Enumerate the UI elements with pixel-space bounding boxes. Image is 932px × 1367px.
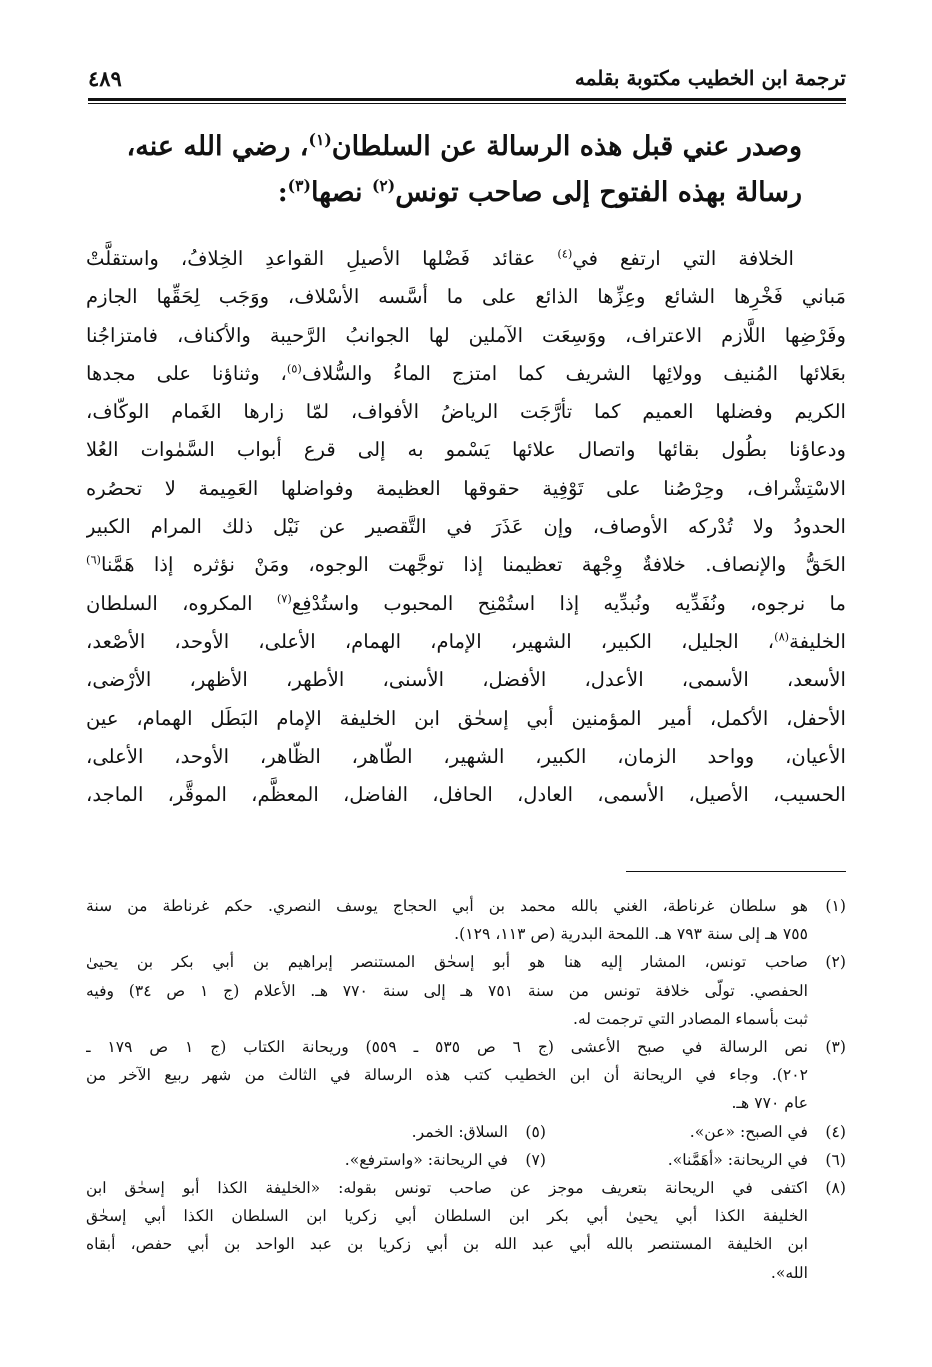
footnote-number: (٣)	[825, 1038, 846, 1057]
footnote-number: (٥)	[525, 1122, 546, 1141]
page-number: ٤٨٩	[88, 65, 122, 91]
running-header	[88, 58, 846, 98]
footnote-pair-6-7	[86, 1146, 846, 1174]
text-line	[86, 623, 846, 661]
footnote-ref[interactable]: (١)	[308, 130, 332, 149]
heading-text: ، رضي الله عنه،	[126, 131, 309, 162]
footnote-line: صاحب تونس، المشار إليه هنا هو أبو إسحٰق المستنصر إبراهيم بن أبي بكر بن يحيىٰ	[86, 953, 808, 972]
text-run: عقائد فَضْلها الأصيلِ القواعدِ الخِلافُ، واستقلَّتْ	[86, 247, 558, 270]
footnote-line: الله».	[770, 1263, 808, 1282]
footnote-number: (٤)	[825, 1122, 846, 1141]
footnote-7	[246, 1146, 546, 1174]
footnote-line: هو سلطان غرناطة، الغني بالله محمد بن أبي الحجاج يوسف النصري. حكم غرناطة من سنة	[86, 897, 808, 915]
text-line: وفَرْضِها اللَّازم الاعتراف، ووَسِعَت الآملين لها الجوانبُ الرَّحيبة والأكناف، فامتزاجُنا	[86, 323, 846, 347]
footnote-2	[86, 948, 846, 1033]
header-rule	[88, 98, 846, 104]
section-heading	[120, 124, 802, 216]
footnote-ref[interactable]: (٣)	[287, 176, 311, 195]
text-line: الاسْتِشْراف، وحِرْصُنا على تَوْفِية حقوقها العظيمة وفواضلها العَمِيمة لا تحصُره	[86, 476, 846, 500]
footnote-8	[86, 1174, 846, 1287]
footnote-3	[86, 1033, 846, 1118]
footnote-text	[86, 1033, 808, 1118]
footnote-text	[86, 1174, 808, 1287]
footnote-line: ٢٠٢). وجاء في الريحانة أن ابن الخطيب كتب هذه الرسالة في الثالث من شهر ربيع الآخر من	[86, 1066, 808, 1085]
footnote-separator	[626, 871, 846, 872]
footnote-6	[546, 1146, 846, 1174]
footnote-ref[interactable]: (٢)	[371, 176, 396, 195]
footnote-number: (٦)	[825, 1150, 846, 1169]
footnote-ref[interactable]: (٧)	[276, 591, 292, 606]
footnote-line: ابن الخليفة المستنصر بالله أبي عبد الله بن أبي زكريا بن عبد الواحد بن أبي حفص، أبقاه	[86, 1235, 808, 1254]
footnote-line: ثبت بأسماء المصادر التي ترجمت له.	[572, 1009, 808, 1028]
footnote-text	[86, 948, 808, 1033]
heading-line-1	[120, 124, 802, 170]
footnote-text: في الريحانة: «واسترفع».	[344, 1150, 508, 1169]
footnote-line: الخليفة الكذا أبي يحيىٰ أبي بكر ابن السلطان أبي زكريا ابن السلطان الكذا أبي إسحٰق	[86, 1207, 808, 1226]
text-line	[86, 240, 846, 278]
footnote-ref[interactable]: (٥)	[286, 361, 302, 376]
footnote-line: عام ٧٧٠ هـ.	[731, 1094, 808, 1113]
body-paragraph	[86, 240, 846, 814]
text-line: مَباني فَخْرِها الشائع وعِزِّها الذائع على ما أسَّسه الأسْلاف، ووَجَب لِحَقِّها الجازم	[86, 285, 846, 309]
text-run: ، الجليل، الكبير، الشهير، الإمام، الهمام، الأعلى، الأوحد، الأصْعد،	[86, 629, 775, 653]
text-line: ودعاؤنا بطُول بقائها واتصال علائها يَسْمو به إلى قرع أبواب السَّمٰوات العُلا	[86, 438, 846, 462]
text-run: المكروه، السلطان	[86, 591, 277, 615]
heading-text: نصها	[310, 177, 372, 208]
footnote-line: الحفصي. تولّى خلافة تونس من سنة ٧٥١ هـ إلى سنة ٧٧٠ هـ. الأعلام (ج ١ ص ٣٤) وفيه	[86, 981, 808, 1000]
footnote-pair-4-5	[86, 1118, 846, 1146]
text-line	[86, 585, 846, 623]
footnote-number: (٨)	[825, 1179, 846, 1198]
footnote-line: اكتفى في الريحانة بتعريف موجز عن صاحب تونس بقوله: «الخليفة الكذا أبو إسحٰق ابن	[86, 1179, 808, 1198]
footnote-5	[246, 1118, 546, 1146]
footnote-text: في الريحانة: «أهَمَّنا».	[667, 1150, 808, 1169]
text-run: الخليفة	[789, 629, 846, 653]
heading-text: رسالة بهذه الفتوح إلى صاحب تونس	[395, 177, 802, 208]
text-run: ما نرجوه، ونُفَدِّيه ونُبدِّيه إذا استُمْنِح المحبوب واستُدْفِع	[291, 591, 846, 615]
text-run: بعَلائها المُنيف وولائِها الشريف كما امتزج الماءُ والسُّلاف	[301, 361, 846, 385]
footnote-number: (٢)	[825, 953, 846, 972]
text-run: الحَقُّ والإنصاف. خلافةٌ وِجْهة تعظيمنا إذا توجَّهت الوجوه، ومَنْ نؤثره إذا هَمَّنا	[100, 553, 846, 577]
footnote-number: (١)	[825, 897, 846, 915]
footnotes	[86, 892, 846, 1287]
footnote-text: السلاق: الخمر.	[411, 1122, 508, 1141]
running-title: ترجمة ابن الخطيب مكتوبة بقلمه	[574, 66, 846, 90]
footnote-1	[86, 892, 846, 948]
text-run: الخلافة التي ارتفع في	[572, 247, 794, 270]
text-line: الحسيب، الأصيل، الأسمى، العادل، الحافل، الفاضل، المعظَّم، الموقَّر، الماجد،	[86, 783, 846, 807]
text-line: الحدودُ ولا تُدْركه الأوصاف، وإن عَذَرَ في التَّقصير عن نَيْل ذلك المرام الكبير	[86, 515, 846, 539]
text-line: الكريم وفضلها العميم كما تأرَّجَت الرياضُ الأفواف، لمّا زارها الغَمام الوكّاف،	[86, 400, 846, 424]
text-line: الأعيان، وواحد الزمان، الكبير، الشهير، الطّاهر، الظّاهر، الأوحد، الأعلى،	[86, 744, 846, 768]
text-line	[86, 546, 846, 584]
text-line: الأحفل، الأكمل، أمير المؤمنين أبي إسحٰق ابن الخليفة الإمام البَطَل الهمام، عين	[86, 706, 846, 730]
footnote-text: في الصبح: «عن».	[689, 1122, 808, 1141]
heading-text: وصدر عني قبل هذه الرسالة عن السلطان	[331, 131, 802, 162]
footnote-line: نص الرسالة في صبح الأعشى (ج ٦ ص ٥٣٥ ـ ٥٥٩) وريحانة الكتاب (ج ١ ص ١٧٩ ـ	[86, 1038, 808, 1057]
heading-text: :	[277, 177, 288, 208]
footnote-text	[86, 892, 808, 948]
footnote-ref[interactable]: (٨)	[774, 629, 790, 644]
footnote-number: (٧)	[525, 1150, 546, 1169]
heading-line-2	[120, 170, 802, 216]
text-line: الأسعد، الأسمى، الأعدل، الأفضل، الأسنى، الأطهر، الأظهر، الأرْضى،	[86, 668, 846, 692]
footnote-ref[interactable]: (٦)	[86, 552, 101, 567]
footnote-ref[interactable]: (٤)	[557, 246, 573, 261]
text-line	[86, 355, 846, 393]
text-run: ، وثناؤنا على مجدها	[86, 361, 287, 385]
footnote-line: ٧٥٥ هـ إلى سنة ٧٩٣ هـ. اللمحة البدرية (ص ١١٣، ١٢٩).	[454, 925, 808, 944]
footnote-4	[546, 1118, 846, 1146]
